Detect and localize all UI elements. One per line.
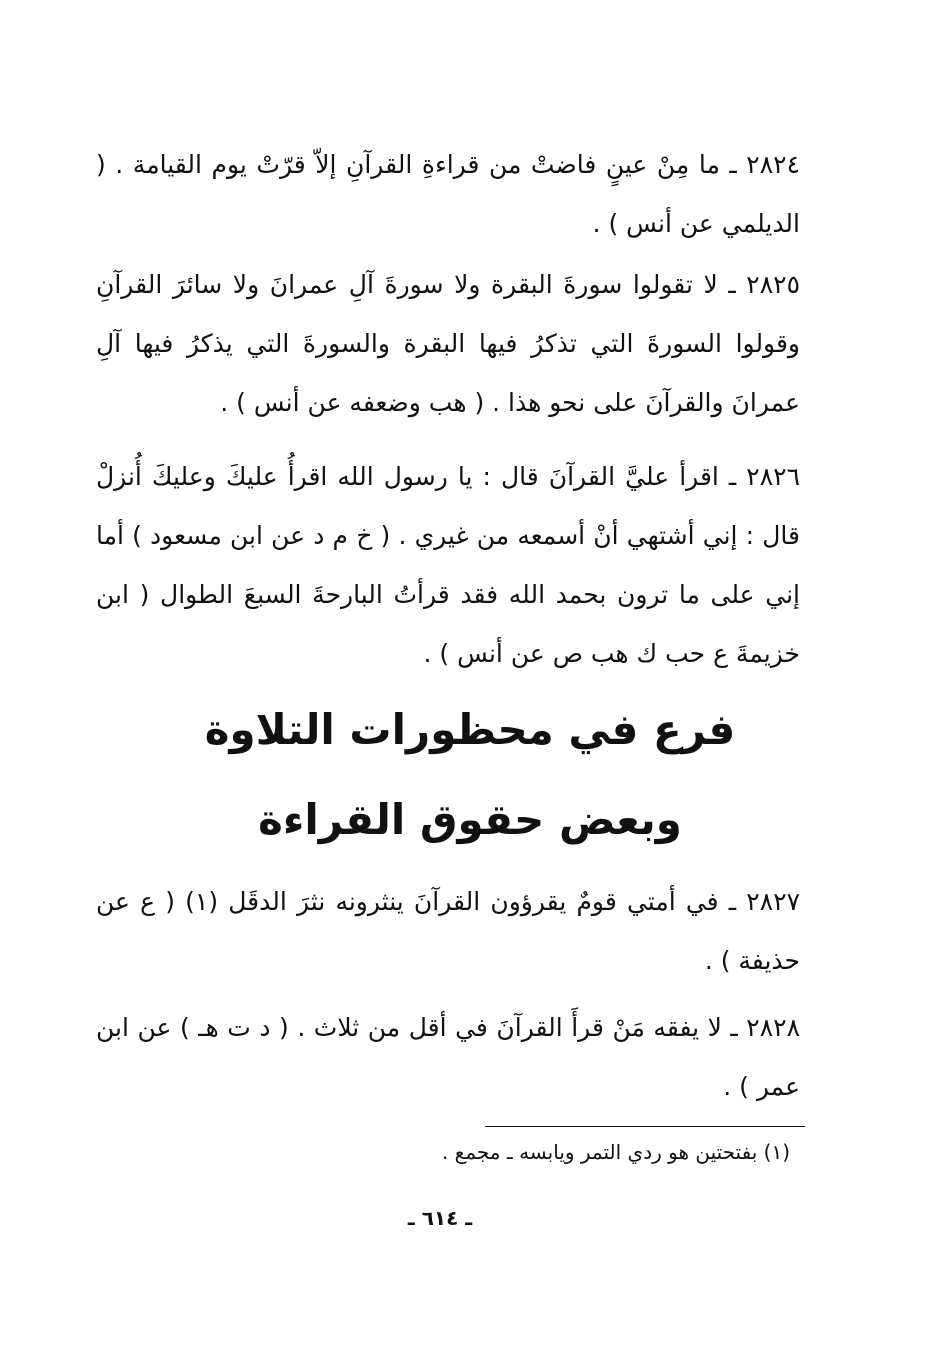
hadith-2824: ٢٨٢٤ ـ ما مِنْ عينٍ فاضتْ من قراءةِ القرآنِ إلاّ قرّتْ يوم القيامة . ( الديلمي عن أنس ) .: [96, 150, 800, 238]
hadith-2827: ٢٨٢٧ ـ في أمتي قومٌ يقرؤون القرآنَ ينثرونه نثرَ الدقَل (١) ( ع عن حذيفة ) .: [96, 887, 801, 975]
hadith-2826: ٢٨٢٦ ـ اقرأ عليَّ القرآنَ قال : يا رسول الله اقرأُ عليكَ وعليكَ أُنزلْ قال : إني أشتهي أنْ أسمعه من غيري . ( خ م د عن ابن مسعود ) أما إني على ما ترون بحمد الله فقد قرأتُ البارحةَ السبعَ الطوال ( ابن خزيمةَ ع حب ك هب ص عن أنس ) .: [96, 462, 800, 668]
footnote-divider: [485, 1126, 805, 1127]
section-heading-line-1: فرع في محظورات التلاوة: [204, 705, 736, 754]
hadith-2828: ٢٨٢٨ ـ لا يفقه مَنْ قرأَ القرآنَ في أقل من ثلاث . ( د ت هـ ) عن ابن عمر ) .: [96, 1013, 800, 1101]
section-heading-line-2: وبعض حقوق القراءة: [258, 795, 682, 844]
hadith-2825: ٢٨٢٥ ـ لا تقولوا سورةَ البقرة ولا سورةَ آلِ عمرانَ ولا سائرَ القرآنِ وقولوا السورةَ التي تذكرُ فيها البقرة والسورةَ التي يذكرُ فيها آلِ عمرانَ والقرآنَ على نحو هذا . ( هب وضعفه عن أنس ) .: [96, 270, 800, 417]
footnote: (١) بفتحتين هو ردي التمر ويابسه ـ مجمع .: [441, 1140, 790, 1164]
page-number: ـ ٦١٤ ـ: [407, 1206, 473, 1230]
